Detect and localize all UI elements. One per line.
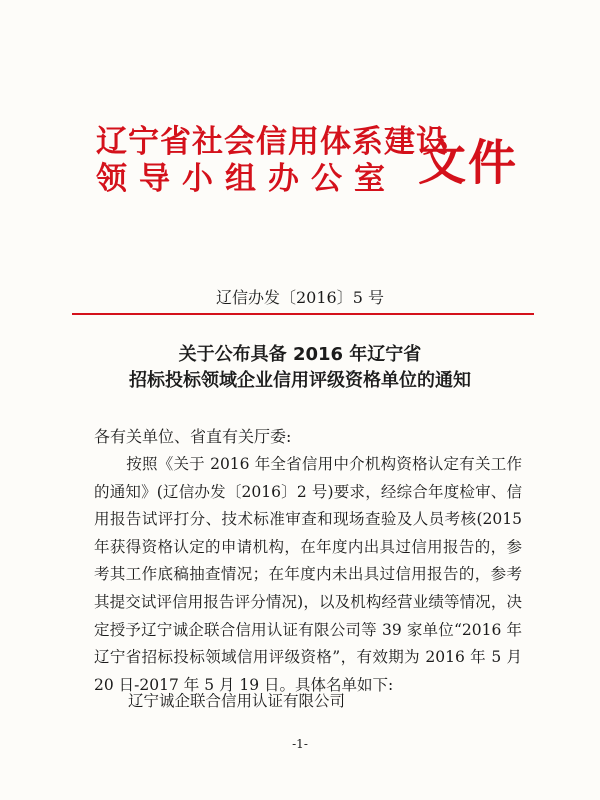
- notice-title-line2: 招标投标领域企业信用评级资格单位的通知: [129, 370, 471, 391]
- page-number: -1-: [292, 737, 308, 751]
- document-number: 辽信办发〔2016〕5 号: [216, 288, 384, 307]
- document-type-label: 文件: [418, 135, 519, 191]
- salutation: 各有关单位、省直有关厅委:: [94, 427, 292, 446]
- list-item: 辽宁诚企联合信用认证有限公司: [128, 692, 346, 710]
- issuing-org-line1: 辽宁省社会信用体系建设: [96, 124, 448, 160]
- issuing-org-line2: 领导小组办公室: [96, 161, 397, 197]
- notice-title-line1: 关于公布具备 2016 年辽宁省: [178, 344, 422, 365]
- body-paragraph: [94, 451, 522, 699]
- red-divider-line: [72, 313, 534, 315]
- body-paragraph-text: 按照《关于 2016 年全省信用中介机构资格认定有关工作的通知》(辽信办发〔2016〕2 号)要求，经综合年度检审、信用报告试评打分、技术标准审查和现场查验及人员考核(2015 年获得资格认定的申请机构，在年度内出具过信用报告的，参考其工作底稿抽查情况；在年度内未出具过信用报告的，参考其提交试评信用报告评分情况)，以及机构经营业绩等情况，决定授予辽宁诚企联合信用认证有限公司等 39 家单位“2016 年辽宁省招标投标领域信用评级资格”，有效期为 2016 年 5 月 20 日-2017 年 5 月 19 日。具体名单如下:: [94, 455, 522, 694]
